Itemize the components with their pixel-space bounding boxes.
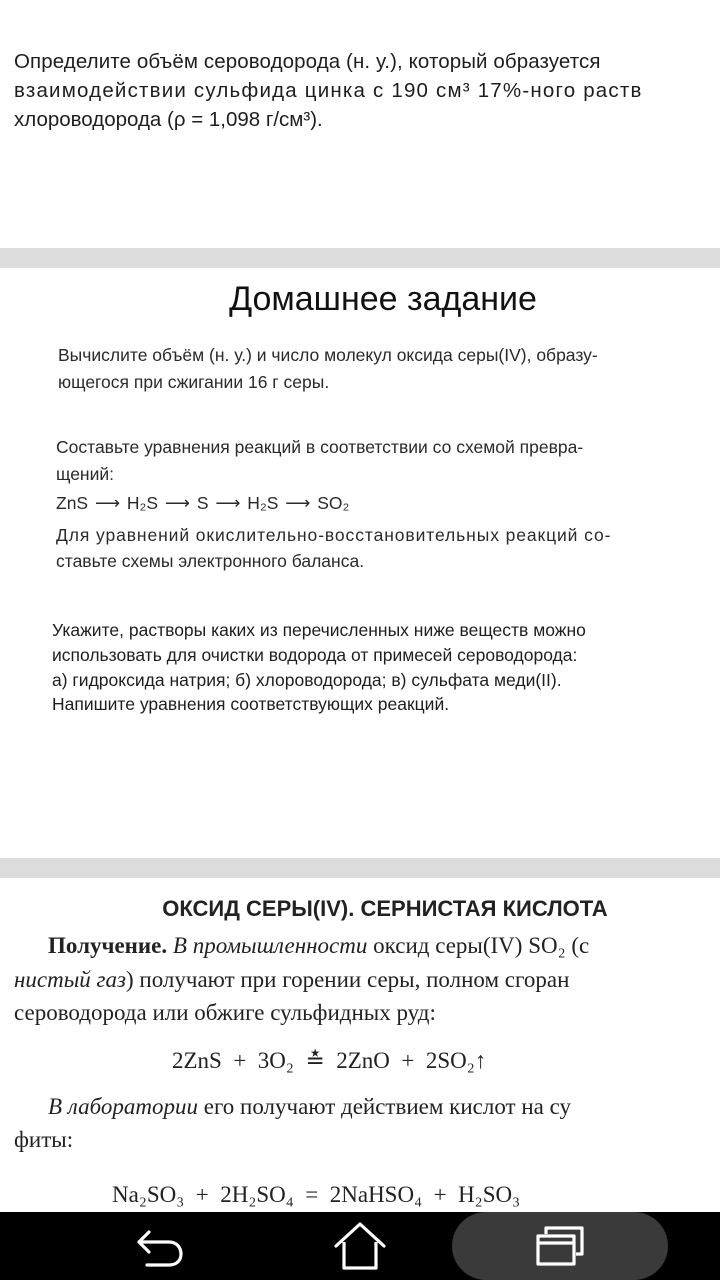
task2-line3: Для уравнений окислительно-восстановительных реакций со- <box>56 525 612 545</box>
textbook-paragraph2-line1 <box>48 1094 571 1120</box>
problem-top-line3: хлороводорода (ρ = 1,098 г/см³). <box>14 108 323 131</box>
recents-icon <box>532 1224 588 1268</box>
homework-title: Домашнее задание <box>229 280 537 318</box>
home-button[interactable] <box>320 1212 400 1280</box>
textbook-paragraph1-line2 <box>14 967 569 993</box>
paragraph-text: оксид серы(IV) SO₂ (с <box>373 933 590 958</box>
back-icon <box>133 1224 187 1268</box>
task2-scheme: ZnS ⟶ H₂S ⟶ S ⟶ H₂S ⟶ SO₂ <box>56 493 350 513</box>
italic-term: нистый газ <box>14 967 127 992</box>
task1-line2: ющегося при сжигании 16 г серы. <box>58 372 330 392</box>
navigation-bar <box>0 1212 720 1280</box>
task2-line1: Составьте уравнения реакций в соответствии со схемой превра- <box>56 437 584 457</box>
bold-term: Получение. <box>48 933 168 958</box>
back-button[interactable] <box>120 1212 200 1280</box>
task2-line2: щений: <box>56 464 115 484</box>
equation-zns-combustion: 2ZnS + 3O₂ ≛ 2ZnO + 2SO₂↑ <box>172 1048 487 1073</box>
equation-sulfite-acid: Na₂SO₃ + 2H₂SO₄ = 2NaHSO₄ + H₂SO₃ <box>112 1182 521 1207</box>
italic-term: В лаборатории <box>48 1094 198 1119</box>
home-icon <box>332 1220 388 1272</box>
problem-top-line2: взаимодействии сульфида цинка с 190 см³ 17%-ного раств <box>14 79 643 102</box>
paragraph-text: ) получают при горении серы, полном сгоран <box>126 967 570 992</box>
task3-line3: а) гидроксида натрия; б) хлороводорода; в) сульфата меди(II). <box>52 670 562 690</box>
task1-line1: Вычислите объём (н. у.) и число молекул оксида серы(IV), образу- <box>58 345 598 365</box>
textbook-paragraph1-line3: сероводорода или обжиге сульфидных руд: <box>14 1000 436 1025</box>
task3-line1: Укажите, растворы каких из перечисленных ниже веществ можно <box>52 620 586 640</box>
task3-line4: Напишите уравнения соответствующих реакций. <box>52 694 450 714</box>
italic-term: В промышленности <box>172 933 368 958</box>
page-separator <box>0 248 720 268</box>
page-separator <box>0 858 720 878</box>
task2-line4: ставьте схемы электронного баланса. <box>56 551 365 571</box>
textbook-paragraph2-line2: фиты: <box>14 1127 74 1152</box>
problem-top-line1: Определите объём сероводорода (н. у.), который образуется <box>14 50 601 73</box>
task3-line2: использовать для очистки водорода от примесей сероводорода: <box>52 645 578 665</box>
textbook-paragraph1-line1 <box>48 933 589 959</box>
paragraph-text: его получают действием кислот на су <box>203 1094 571 1119</box>
textbook-heading: ОКСИД СЕРЫ(IV). СЕРНИСТАЯ КИСЛОТА <box>162 896 608 921</box>
recents-button[interactable] <box>520 1212 600 1280</box>
